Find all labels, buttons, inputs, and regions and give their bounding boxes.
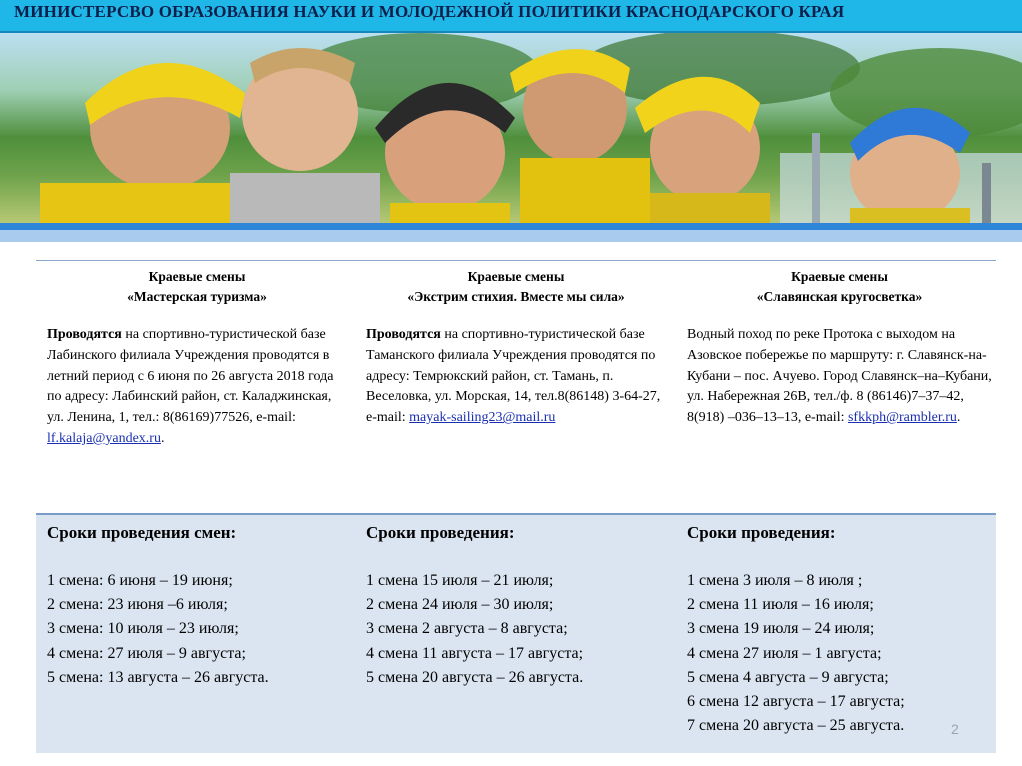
- shift-item: 5 смена: 13 августа – 26 августа.: [47, 668, 269, 686]
- schedule-title: Сроки проведения:: [366, 523, 515, 542]
- accent-stripe-light: [0, 230, 1022, 242]
- shift-item: 2 смена: 23 июня –6 июля;: [47, 596, 228, 614]
- column-slavic-voyage: [687, 261, 992, 429]
- email-link[interactable]: mayak-sailing23@mail.ru: [409, 410, 556, 426]
- shift-item: 6 смена 12 августа – 17 августа;: [687, 693, 905, 711]
- page-number: 2: [951, 721, 959, 737]
- column-heading: Краевые смены «Мастерская туризма»: [127, 269, 267, 304]
- banner-photo: [0, 33, 1022, 223]
- column-extreme-element: [366, 261, 666, 429]
- shifts-table: [36, 260, 996, 753]
- schedule-slavic-voyage: [687, 515, 992, 738]
- description-row: [36, 261, 996, 515]
- shift-item: 4 смена 11 августа – 17 августа;: [366, 644, 584, 662]
- shift-item: 5 смена 20 августа – 26 августа.: [366, 668, 584, 686]
- shift-item: 1 смена 15 июля – 21 июля;: [366, 572, 554, 589]
- shift-list: [47, 569, 347, 690]
- shift-item: 1 смена 3 июля – 8 июля ;: [687, 572, 863, 589]
- schedule-row: [36, 515, 996, 753]
- column-heading: Краевые смены «Славянская кругосветка»: [756, 269, 923, 304]
- schedule-tourism-workshop: [47, 515, 347, 690]
- shift-list: [687, 569, 992, 738]
- column-description: Проводятся на спортивно-туристической базе Лабинского филиала Учреждения проводятся в летний период с 6 июня по 26 августа 2018 года по адресу: Лабинский район, ст. Каладжинская, ул. Ленина, 1, тел.: 8(86169)77526, e-mail: lf.kalaja@yandex.ru.: [47, 327, 334, 446]
- schedule-title: Сроки проведения смен:: [47, 523, 237, 542]
- email-link[interactable]: sfkkph@rambler.ru: [847, 410, 957, 426]
- shift-item: 4 смена 27 июля – 1 августа;: [687, 644, 882, 662]
- shift-item: 2 смена 24 июля – 30 июля;: [366, 596, 554, 614]
- column-description: Проводятся на спортивно-туристической базе Таманского филиала Учреждения проводятся по адресу: Темрюкский район, ст. Тамань, п. Веселовка, ул. Морская, 14, тел.8(86148) 3-64-27, e-mail: mayak-sailing23@mail.ru: [366, 327, 661, 426]
- column-description: Водный поход по реке Протока с выходом на Азовское побережье по маршруту: г. Славянск-на-Кубани – пос. Ачуево. Город Славянск–на–Кубани, ул. Набережная 26В, тел./ф. 8 (86146)7–37–42, 8(918) –036–13–13, e-mail: sfkkph@rambler.ru.: [687, 327, 992, 426]
- shift-item: 1 смена: 6 июня – 19 июня;: [47, 572, 233, 589]
- schedule-extreme-element: [366, 515, 666, 690]
- accent-stripe: [0, 223, 1022, 230]
- shift-item: 5 смена 4 августа – 9 августа;: [687, 668, 889, 686]
- shift-list: [366, 569, 666, 690]
- shift-item: 4 смена: 27 июля – 9 августа;: [47, 644, 246, 662]
- shift-item: 3 смена 19 июля – 24 июля;: [687, 620, 875, 638]
- page-title: МИНИСТЕРСВО ОБРАЗОВАНИЯ НАУКИ И МОЛОДЕЖНОЙ ПОЛИТИКИ КРАСНОДАРСКОГО КРАЯ: [14, 2, 845, 21]
- header-bar: [0, 0, 1022, 33]
- shift-item: 2 смена 11 июля – 16 июля;: [687, 596, 874, 614]
- shift-item: 3 смена 2 августа – 8 августа;: [366, 620, 568, 638]
- shift-item: 7 смена 20 августа – 25 августа.: [687, 717, 905, 735]
- column-tourism-workshop: [47, 261, 347, 450]
- schedule-title: Сроки проведения:: [687, 523, 836, 542]
- shift-item: 3 смена: 10 июля – 23 июля;: [47, 620, 239, 638]
- email-link[interactable]: lf.kalaja@yandex.ru: [47, 430, 161, 446]
- banner-photo-illustration: [0, 33, 1022, 223]
- column-heading: Краевые смены «Экстрим стихия. Вместе мы сила»: [407, 269, 625, 304]
